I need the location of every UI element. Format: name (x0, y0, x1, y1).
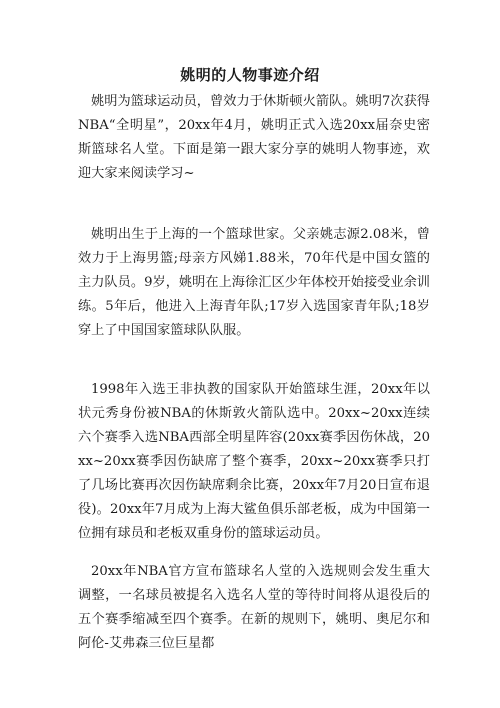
paragraph-intro: 姚明为篮球运动员，曾效力于休斯顿火箭队。姚明7次获得NBA“全明星”，20xx年4月，姚明正式入选20xx届奈史密斯篮球名人堂。下面是第一跟大家分享的姚明人物事迹，欢迎大家来阅读学习~ (78, 94, 430, 181)
paragraph-early-life: 姚明出生于上海的一个篮球世家。父亲姚志源2.08米，曾效力于上海男篮;母亲方风娣1.88米，70年代是中国女篮的主力队员。9岁，姚明在上海徐汇区少年体校开始接受业余训练。5年后，他进入上海青年队;17岁入选国家青年队;18岁穿上了中国国家篮球队队服。 (78, 227, 430, 338)
paragraph-hall-of-fame: 20xx年NBA官方宣布篮球名人堂的入选规则会发生重大调整，一名球员被提名入选名人堂的等待时间将从退役后的五个赛季缩减至四个赛季。在新的规则下，姚明、奥尼尔和阿伦-艾弗森三位巨星都 (78, 564, 430, 651)
paragraph-career: 1998年入选王非执教的国家队开始篮球生涯，20xx年以状元秀身份被NBA的休斯敦火箭队选中。20xx~20xx连续六个赛季入选NBA西部全明星阵容(20xx赛季因伤休战，20xx~20xx赛季因伤缺席了整个赛季，20xx~20xx赛季只打了几场比赛再次因伤缺席剩余比赛，20xx年7月20日宣布退役)。20xx年7月成为上海大鲨鱼俱乐部老板，成为中国第一位拥有球员和老板双重身份的篮球运动员。 (78, 382, 430, 541)
document-title: 姚明的人物事迹介绍 (180, 66, 320, 84)
